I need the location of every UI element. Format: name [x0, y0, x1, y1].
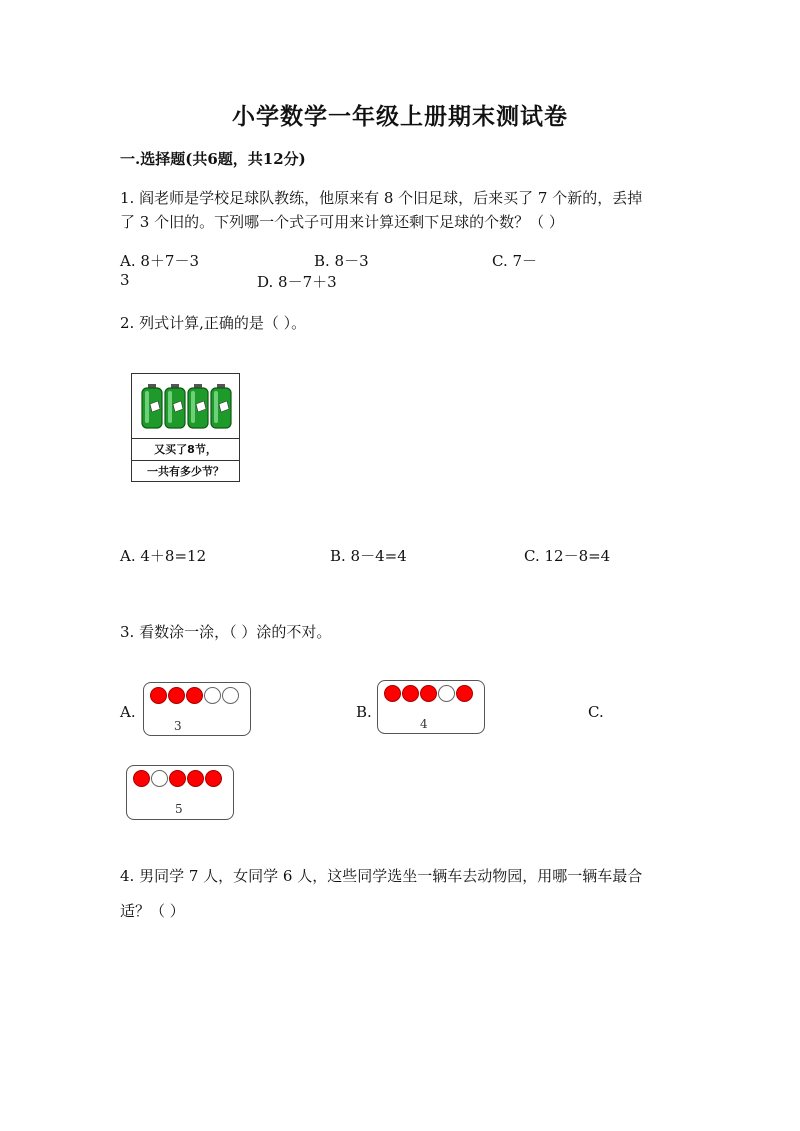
q3-option-b-number: 4 — [420, 717, 428, 731]
q3-option-a-label: A. — [120, 703, 136, 721]
q1-option-c-wrap: 3 — [120, 271, 130, 289]
red-dot — [168, 687, 185, 704]
q3-option-b-label: B. — [356, 703, 372, 721]
red-dot — [169, 770, 186, 787]
q2-option-c: C. 12－8=4 — [524, 547, 611, 565]
q1-option-a: A. 8＋7－3 — [120, 252, 199, 270]
question-3-text: 3. 看数涂一涂，（ ）涂的不对。 — [120, 623, 332, 641]
red-dot — [456, 685, 473, 702]
white-dot — [151, 770, 168, 787]
q3-option-b-box — [377, 680, 485, 734]
red-dot — [187, 770, 204, 787]
red-dot — [205, 770, 222, 787]
battery-icon — [211, 384, 231, 428]
question-2-text: 2. 列式计算,正确的是（ ）。 — [120, 314, 307, 332]
white-dot — [222, 687, 239, 704]
red-dot — [133, 770, 150, 787]
q1-option-c: C. 7－ — [492, 252, 538, 270]
section-heading: 一.选择题(共6题，共12分) — [120, 150, 306, 168]
white-dot — [438, 685, 455, 702]
battery-icon — [188, 384, 208, 428]
white-dot — [204, 687, 221, 704]
q3-option-c-number: 5 — [175, 802, 183, 816]
battery-figure — [131, 373, 240, 482]
q1-option-d: D. 8－7＋3 — [257, 273, 337, 291]
q2-option-b: B. 8－4=4 — [330, 547, 407, 565]
question-4-line-2: 适？（ ） — [120, 902, 185, 920]
question-1-line-2: 了 3 个旧的。下列哪一个式子可用来计算还剩下足球的个数？（ ） — [120, 213, 564, 231]
batteries-illustration — [132, 374, 238, 438]
q2-option-a: A. 4＋8=12 — [120, 547, 207, 565]
page-title: 小学数学一年级上册期末测试卷 — [232, 103, 568, 130]
red-dot — [402, 685, 419, 702]
question-1-line-1: 1. 阎老师是学校足球队教练，他原来有 8 个旧足球，后来买了 7 个新的，丢掉 — [120, 189, 643, 207]
red-dot — [384, 685, 401, 702]
battery-icon — [165, 384, 185, 428]
figure-caption-2: 一共有多少节？ — [147, 465, 224, 478]
q3-option-a-number: 3 — [174, 719, 182, 733]
q3-option-c-label: C. — [588, 703, 604, 721]
red-dot — [420, 685, 437, 702]
red-dot — [186, 687, 203, 704]
q3-option-c-box — [126, 765, 234, 820]
q3-option-a-box — [143, 682, 251, 736]
red-dot — [150, 687, 167, 704]
battery-icon — [142, 384, 162, 428]
q1-option-b: B. 8－3 — [314, 252, 369, 270]
figure-caption-1: 又买了8节， — [132, 439, 239, 461]
question-4-line-1: 4. 男同学 7 人，女同学 6 人，这些同学选坐一辆车去动物园，用哪一辆车最合 — [120, 867, 643, 885]
battery-image — [132, 374, 239, 439]
